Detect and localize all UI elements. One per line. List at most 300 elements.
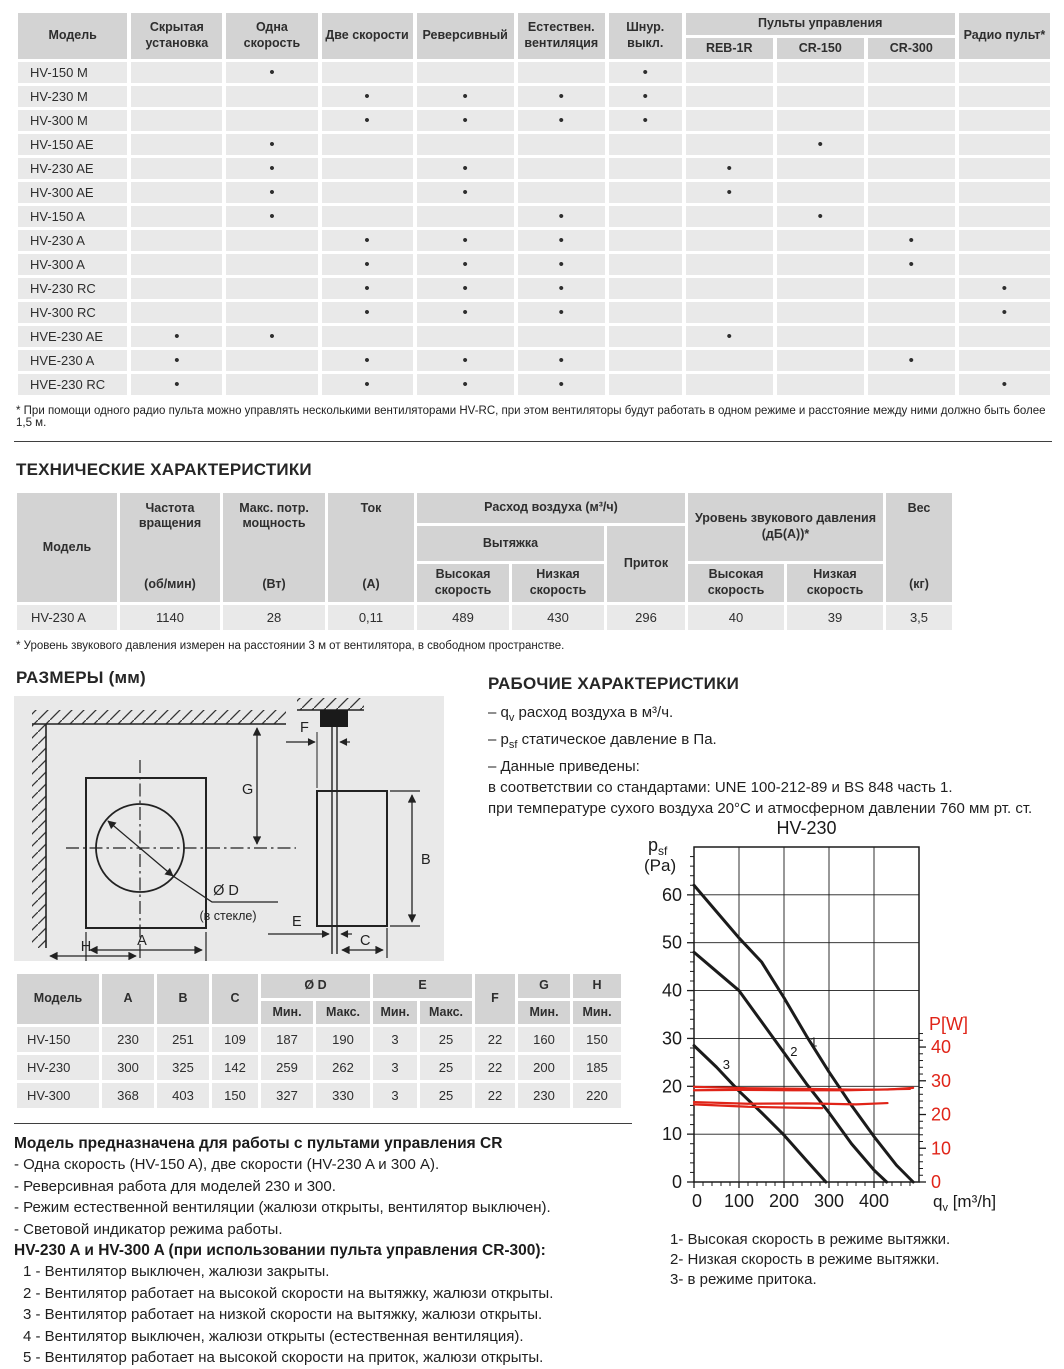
feature-empty bbox=[868, 278, 955, 299]
col-header-two-speeds: Две скорости bbox=[322, 13, 413, 59]
dimension-value: 142 bbox=[212, 1055, 258, 1080]
performance-notes bbox=[488, 702, 1064, 819]
dimension-value: 187 bbox=[261, 1027, 313, 1052]
col-header-cr150: CR-150 bbox=[777, 38, 864, 59]
feature-dot: • bbox=[609, 86, 682, 107]
feature-dot: • bbox=[417, 374, 514, 395]
feature-dot: • bbox=[226, 326, 317, 347]
model-name: HV-230 RC bbox=[18, 278, 127, 299]
feature-empty bbox=[417, 326, 514, 347]
feature-empty bbox=[226, 230, 317, 251]
model-name: HV-150 A bbox=[18, 206, 127, 227]
feature-row bbox=[18, 350, 1050, 371]
dimension-value: 25 bbox=[420, 1083, 472, 1108]
model-name: HV-150 AE bbox=[18, 134, 127, 155]
col-header-one-speed: Одна скорость bbox=[226, 13, 317, 59]
feature-empty bbox=[518, 62, 605, 83]
feature-empty bbox=[959, 62, 1050, 83]
col-header-radio-remote: Радио пульт* bbox=[959, 13, 1050, 59]
feature-empty bbox=[518, 158, 605, 179]
feature-empty bbox=[417, 134, 514, 155]
col-header-cord-switch: Шнур. выкл. bbox=[609, 13, 682, 59]
dimension-value: 330 bbox=[316, 1083, 370, 1108]
feature-row bbox=[18, 158, 1050, 179]
performance-heading: РАБОЧИЕ ХАРАКТЕРИСТИКИ bbox=[488, 674, 740, 693]
label-f: F bbox=[300, 720, 309, 736]
feature-empty bbox=[686, 206, 773, 227]
dimension-value: 403 bbox=[157, 1083, 209, 1108]
feature-dot: • bbox=[868, 254, 955, 275]
feature-dot: • bbox=[322, 254, 413, 275]
dimension-value: 190 bbox=[316, 1027, 370, 1052]
feature-dot: • bbox=[226, 158, 317, 179]
dims-g-min: Мин. bbox=[518, 1001, 570, 1024]
wall-hatch bbox=[32, 724, 46, 948]
side-ceiling-hatch bbox=[297, 698, 364, 710]
model-name: HVE-230 A bbox=[18, 350, 127, 371]
svg-text:P[W]: P[W] bbox=[929, 1014, 968, 1035]
feature-empty bbox=[322, 326, 413, 347]
feature-dot: • bbox=[322, 278, 413, 299]
feature-empty bbox=[609, 230, 682, 251]
feature-dot: • bbox=[686, 158, 773, 179]
feature-empty bbox=[959, 182, 1050, 203]
svg-text:60: 60 bbox=[661, 884, 682, 905]
col-header-model: Модель bbox=[18, 13, 127, 59]
feature-dot: • bbox=[518, 374, 605, 395]
feature-dot: • bbox=[226, 134, 317, 155]
tech-specs-table bbox=[14, 490, 955, 633]
feature-empty bbox=[322, 134, 413, 155]
feature-dot: • bbox=[777, 134, 864, 155]
feature-row bbox=[18, 62, 1050, 83]
noise-footnote: * Уровень звукового давления измерен на расстоянии 3 м от вентилятора, в свободном пространстве. bbox=[16, 640, 565, 652]
feature-empty bbox=[131, 302, 222, 323]
dimension-value: 325 bbox=[157, 1055, 209, 1080]
col-header-reb1r: REB-1R bbox=[686, 38, 773, 59]
feature-empty bbox=[777, 62, 864, 83]
feature-dot: • bbox=[417, 158, 514, 179]
feature-empty bbox=[417, 62, 514, 83]
cr-note-title: Модель предназначена для работы с пультами управления CR bbox=[14, 1135, 503, 1152]
model-name: HV-300 M bbox=[18, 110, 127, 131]
svg-text:300: 300 bbox=[813, 1191, 845, 1211]
feature-dot: • bbox=[959, 374, 1050, 395]
feature-empty bbox=[868, 86, 955, 107]
feature-empty bbox=[959, 326, 1050, 347]
label-h: H bbox=[80, 939, 92, 955]
tech-power: 28 bbox=[223, 605, 325, 630]
feature-empty bbox=[609, 278, 682, 299]
feature-empty bbox=[609, 182, 682, 203]
feature-empty bbox=[226, 110, 317, 131]
feature-row bbox=[18, 302, 1050, 323]
feature-empty bbox=[868, 110, 955, 131]
feature-empty bbox=[868, 374, 955, 395]
tech-air-low: 430 bbox=[512, 605, 604, 630]
mode-line: 5 - Вентилятор работает на высокой скорости на приток, жалюзи открыты. bbox=[23, 1349, 544, 1366]
tech-noise-high: 40 bbox=[688, 605, 784, 630]
col-header-natural-vent: Естествен. вентиляция bbox=[518, 13, 605, 59]
dimension-value: 230 bbox=[518, 1083, 570, 1108]
feature-dot: • bbox=[868, 350, 955, 371]
feature-empty bbox=[518, 326, 605, 347]
svg-text:40: 40 bbox=[931, 1037, 952, 1058]
feature-empty bbox=[959, 254, 1050, 275]
mode-line: 1 - Вентилятор выключен, жалюзи закрыты. bbox=[23, 1263, 330, 1280]
feature-empty bbox=[226, 254, 317, 275]
feature-empty bbox=[322, 206, 413, 227]
feature-dot: • bbox=[686, 326, 773, 347]
dimension-value: 22 bbox=[475, 1083, 515, 1108]
performance-chart bbox=[636, 821, 1036, 1221]
label-b: B bbox=[421, 852, 431, 868]
svg-text:10: 10 bbox=[661, 1124, 682, 1145]
lower-section bbox=[14, 668, 1052, 1369]
feature-empty bbox=[686, 302, 773, 323]
tech-data-row bbox=[17, 605, 952, 630]
tech-header-air-low: Низкая скорость bbox=[512, 564, 604, 602]
dimension-value: 3 bbox=[373, 1083, 417, 1108]
feature-empty bbox=[868, 302, 955, 323]
tech-model: HV-230 A bbox=[17, 605, 117, 630]
dims-d-max: Макс. bbox=[316, 1001, 370, 1024]
model-name: HV-230 M bbox=[18, 86, 127, 107]
feature-empty bbox=[322, 182, 413, 203]
feature-empty bbox=[868, 158, 955, 179]
dimensions-heading: РАЗМЕРЫ (мм) bbox=[16, 668, 146, 687]
feature-dot: • bbox=[777, 206, 864, 227]
svg-text:10: 10 bbox=[931, 1138, 952, 1159]
feature-dot: • bbox=[322, 86, 413, 107]
label-d-note: (в стекле) bbox=[199, 909, 257, 923]
chart-legend bbox=[670, 1230, 1064, 1290]
feature-dot: • bbox=[322, 374, 413, 395]
col-header-reversible: Реверсивный bbox=[417, 13, 514, 59]
feature-empty bbox=[686, 230, 773, 251]
svg-text:0: 0 bbox=[931, 1172, 942, 1192]
svg-text:30: 30 bbox=[931, 1070, 952, 1091]
feature-empty bbox=[226, 278, 317, 299]
dimension-value: 25 bbox=[420, 1027, 472, 1052]
svg-text:1: 1 bbox=[810, 1034, 818, 1050]
feature-empty bbox=[777, 110, 864, 131]
divider-top bbox=[14, 441, 1052, 442]
feature-empty bbox=[959, 350, 1050, 371]
svg-text:30: 30 bbox=[661, 1028, 682, 1049]
feature-dot: • bbox=[518, 254, 605, 275]
ceiling-hatch bbox=[32, 710, 286, 724]
tech-header-model: Модель bbox=[17, 493, 117, 602]
performance-section bbox=[486, 668, 1064, 1290]
feature-empty bbox=[777, 230, 864, 251]
label-c: C bbox=[360, 933, 371, 949]
feature-empty bbox=[686, 86, 773, 107]
mode-line: 2 - Вентилятор работает на высокой скорости на вытяжку, жалюзи открыты. bbox=[23, 1284, 554, 1302]
feature-dot: • bbox=[518, 206, 605, 227]
model-name: HV-300 bbox=[17, 1083, 99, 1108]
svg-text:200: 200 bbox=[768, 1191, 800, 1211]
feature-empty bbox=[609, 326, 682, 347]
dims-header-d: Ø D bbox=[261, 974, 370, 998]
feature-empty bbox=[322, 158, 413, 179]
feature-dot: • bbox=[417, 110, 514, 131]
svg-text:3: 3 bbox=[722, 1057, 731, 1073]
tech-header-airflow-group: Расход воздуха (м³/ч) bbox=[417, 493, 685, 523]
cr300-note-title: HV-230 A и HV-300 A (при использовании пульта управления CR-300): bbox=[14, 1242, 546, 1259]
feature-dot: • bbox=[417, 86, 514, 107]
feature-row bbox=[18, 206, 1050, 227]
feature-empty bbox=[959, 134, 1050, 155]
model-name: HVE-230 RC bbox=[18, 374, 127, 395]
svg-text:2: 2 bbox=[790, 1044, 798, 1060]
tech-current: 0,11 bbox=[328, 605, 414, 630]
feature-empty bbox=[518, 182, 605, 203]
feature-dot: • bbox=[417, 278, 514, 299]
feature-empty bbox=[131, 278, 222, 299]
tech-header-exhaust: Вытяжка bbox=[417, 526, 604, 561]
feature-empty bbox=[609, 158, 682, 179]
feature-empty bbox=[959, 158, 1050, 179]
svg-text:100: 100 bbox=[723, 1191, 755, 1211]
col-header-hidden-install: Скрытая установка bbox=[131, 13, 222, 59]
svg-text:50: 50 bbox=[661, 932, 682, 953]
perf-note-standards: в соответствии со стандартами: UNE 100-212-89 и BS 848 часть 1. bbox=[488, 779, 953, 796]
feature-dot: • bbox=[226, 206, 317, 227]
tech-header-current: Ток (А) bbox=[328, 493, 414, 602]
legend-line: 2- Низкая скорость в режиме вытяжки. bbox=[670, 1251, 940, 1268]
feature-empty bbox=[868, 182, 955, 203]
dimension-value: 3 bbox=[373, 1027, 417, 1052]
feature-dot: • bbox=[322, 302, 413, 323]
feature-row bbox=[18, 254, 1050, 275]
feature-dot: • bbox=[417, 182, 514, 203]
dimension-value: 160 bbox=[518, 1027, 570, 1052]
feature-dot: • bbox=[959, 278, 1050, 299]
dimension-value: 109 bbox=[212, 1027, 258, 1052]
model-name: HV-300 A bbox=[18, 254, 127, 275]
dims-header-f: F bbox=[475, 974, 515, 1024]
feature-dot: • bbox=[131, 374, 222, 395]
feature-empty bbox=[686, 278, 773, 299]
legend-line: 3- в режиме притока. bbox=[670, 1271, 817, 1288]
feature-empty bbox=[417, 206, 514, 227]
note-line: - Одна скорость (HV-150 A), две скорости (HV-230 A и 300 A). bbox=[14, 1156, 440, 1173]
feature-row bbox=[18, 230, 1050, 251]
legend-line: 1- Высокая скорость в режиме вытяжки. bbox=[670, 1231, 951, 1248]
label-e: E bbox=[292, 914, 302, 930]
feature-empty bbox=[686, 350, 773, 371]
model-name: HV-230 A bbox=[18, 230, 127, 251]
label-g: G bbox=[242, 782, 254, 798]
perf-note-data: – Данные приведены: bbox=[488, 758, 640, 775]
feature-empty bbox=[959, 110, 1050, 131]
tech-header-intake: Приток bbox=[607, 526, 685, 602]
feature-empty bbox=[131, 254, 222, 275]
dims-header-g: G bbox=[518, 974, 570, 998]
feature-empty bbox=[226, 350, 317, 371]
svg-text:400: 400 bbox=[858, 1191, 890, 1211]
svg-text:qv [m³/h]: $q_v$ [m³/h] bbox=[933, 1192, 997, 1214]
feature-empty bbox=[777, 374, 864, 395]
feature-dot: • bbox=[226, 182, 317, 203]
feature-empty bbox=[131, 62, 222, 83]
feature-empty bbox=[686, 134, 773, 155]
feature-empty bbox=[777, 302, 864, 323]
dimension-value: 262 bbox=[316, 1055, 370, 1080]
feature-empty bbox=[131, 206, 222, 227]
tech-header-noise-high: Высокая скорость bbox=[688, 564, 784, 602]
feature-empty bbox=[868, 62, 955, 83]
dimension-value: 368 bbox=[102, 1083, 154, 1108]
feature-dot: • bbox=[417, 230, 514, 251]
feature-empty bbox=[131, 86, 222, 107]
tech-header-weight: Вес (кг) bbox=[886, 493, 952, 602]
dims-header-e: E bbox=[373, 974, 472, 998]
feature-empty bbox=[322, 62, 413, 83]
dimension-value: 327 bbox=[261, 1083, 313, 1108]
dimension-value: 230 bbox=[102, 1027, 154, 1052]
feature-empty bbox=[959, 86, 1050, 107]
svg-text:0: 0 bbox=[691, 1191, 703, 1211]
svg-text:HV-230: HV-230 bbox=[776, 821, 837, 838]
feature-empty bbox=[686, 254, 773, 275]
feature-empty bbox=[777, 254, 864, 275]
mode-line: 3 - Вентилятор работает на низкой скорости на вытяжку, жалюзи открыты. bbox=[23, 1306, 543, 1323]
dimension-value: 200 bbox=[518, 1055, 570, 1080]
svg-text:(Pa): (Pa) bbox=[644, 856, 677, 875]
tech-header-noise-low: Низкая скорость bbox=[787, 564, 883, 602]
feature-row bbox=[18, 86, 1050, 107]
tech-noise-low: 39 bbox=[787, 605, 883, 630]
model-name: HV-150 M bbox=[18, 62, 127, 83]
feature-empty bbox=[777, 350, 864, 371]
feature-empty bbox=[868, 134, 955, 155]
svg-text:psf: $p_{sf}$ bbox=[648, 835, 668, 858]
dimension-value: 150 bbox=[212, 1083, 258, 1108]
model-name: HV-230 AE bbox=[18, 158, 127, 179]
chart-wrapper bbox=[636, 821, 1064, 1290]
dimension-value: 300 bbox=[102, 1055, 154, 1080]
feature-dot: • bbox=[417, 302, 514, 323]
dimension-value: 25 bbox=[420, 1055, 472, 1080]
perf-note-psf: – $p_{sf}$ статическое давление в Па. bbox=[488, 731, 717, 751]
feature-empty bbox=[868, 206, 955, 227]
feature-empty bbox=[777, 158, 864, 179]
model-name: HV-300 AE bbox=[18, 182, 127, 203]
dimension-value: 3 bbox=[373, 1055, 417, 1080]
tech-air-high: 489 bbox=[417, 605, 509, 630]
feature-empty bbox=[609, 254, 682, 275]
feature-empty bbox=[131, 110, 222, 131]
feature-dot: • bbox=[131, 350, 222, 371]
mode-line: 4 - Вентилятор выключен, жалюзи открыты (естественная вентиляция). bbox=[23, 1327, 524, 1345]
label-a: A bbox=[137, 933, 147, 949]
col-header-cr300: CR-300 bbox=[868, 38, 955, 59]
model-name: HV-230 bbox=[17, 1055, 99, 1080]
feature-empty bbox=[959, 206, 1050, 227]
mount-block bbox=[320, 710, 348, 727]
feature-empty bbox=[226, 302, 317, 323]
feature-dot: • bbox=[609, 110, 682, 131]
feature-dot: • bbox=[518, 86, 605, 107]
col-group-remotes: Пульты управления bbox=[686, 13, 955, 35]
svg-text:20: 20 bbox=[931, 1104, 952, 1125]
features-table-body bbox=[18, 62, 1050, 395]
feature-dot: • bbox=[322, 350, 413, 371]
dimension-value: 22 bbox=[475, 1055, 515, 1080]
feature-empty bbox=[131, 182, 222, 203]
dims-d-min: Мин. bbox=[261, 1001, 313, 1024]
feature-dot: • bbox=[322, 230, 413, 251]
dimension-value: 251 bbox=[157, 1027, 209, 1052]
label-d: Ø D bbox=[213, 883, 239, 899]
feature-empty bbox=[131, 158, 222, 179]
feature-empty bbox=[959, 230, 1050, 251]
dimension-value: 185 bbox=[573, 1055, 621, 1080]
perf-note-conditions: при температуре сухого воздуха 20°С и атмосферном давлении 760 мм рт. ст. bbox=[488, 800, 1033, 817]
feature-dot: • bbox=[518, 110, 605, 131]
tech-specs-heading: ТЕХНИЧЕСКИЕ ХАРАКТЕРИСТИКИ bbox=[16, 460, 312, 479]
feature-dot: • bbox=[868, 230, 955, 251]
feature-empty bbox=[226, 86, 317, 107]
feature-empty bbox=[777, 326, 864, 347]
dimension-value: 220 bbox=[573, 1083, 621, 1108]
tech-weight: 3,5 bbox=[886, 605, 952, 630]
feature-empty bbox=[686, 110, 773, 131]
feature-empty bbox=[609, 302, 682, 323]
feature-empty bbox=[686, 62, 773, 83]
dims-e-min: Мин. bbox=[373, 1001, 417, 1024]
feature-empty bbox=[686, 374, 773, 395]
dimension-value: 259 bbox=[261, 1055, 313, 1080]
svg-text:40: 40 bbox=[661, 980, 682, 1001]
dims-header-h: H bbox=[573, 974, 621, 998]
feature-empty bbox=[777, 86, 864, 107]
feature-dot: • bbox=[518, 350, 605, 371]
feature-row bbox=[18, 278, 1050, 299]
model-name: HV-150 bbox=[17, 1027, 99, 1052]
feature-empty bbox=[131, 230, 222, 251]
feature-dot: • bbox=[686, 182, 773, 203]
feature-dot: • bbox=[518, 278, 605, 299]
feature-dot: • bbox=[518, 230, 605, 251]
feature-row bbox=[18, 326, 1050, 347]
tech-air-intake: 296 bbox=[607, 605, 685, 630]
dims-header-a: A bbox=[102, 974, 154, 1024]
feature-empty bbox=[777, 182, 864, 203]
feature-row bbox=[18, 134, 1050, 155]
tech-header-rpm: Частота вращения (об/мин) bbox=[120, 493, 220, 602]
feature-empty bbox=[609, 206, 682, 227]
tech-header-air-high: Высокая скорость bbox=[417, 564, 509, 602]
dims-header-b: B bbox=[157, 974, 209, 1024]
feature-empty bbox=[131, 134, 222, 155]
dims-header-model: Модель bbox=[17, 974, 99, 1024]
note-line: - Режим естественной вентиляции (жалюзи открыты, вентилятор выключен). bbox=[14, 1199, 551, 1216]
feature-row bbox=[18, 182, 1050, 203]
feature-dot: • bbox=[959, 302, 1050, 323]
feature-dot: • bbox=[226, 62, 317, 83]
model-name: HVE-230 AE bbox=[18, 326, 127, 347]
perf-note-qv: – $q_v$ расход воздуха в м³/ч. bbox=[488, 704, 674, 724]
tech-rpm: 1140 bbox=[120, 605, 220, 630]
feature-dot: • bbox=[417, 350, 514, 371]
feature-empty bbox=[609, 134, 682, 155]
tech-header-noise-group: Уровень звукового давления (дБ(А))* bbox=[688, 493, 883, 561]
feature-dot: • bbox=[322, 110, 413, 131]
model-name: HV-300 RC bbox=[18, 302, 127, 323]
